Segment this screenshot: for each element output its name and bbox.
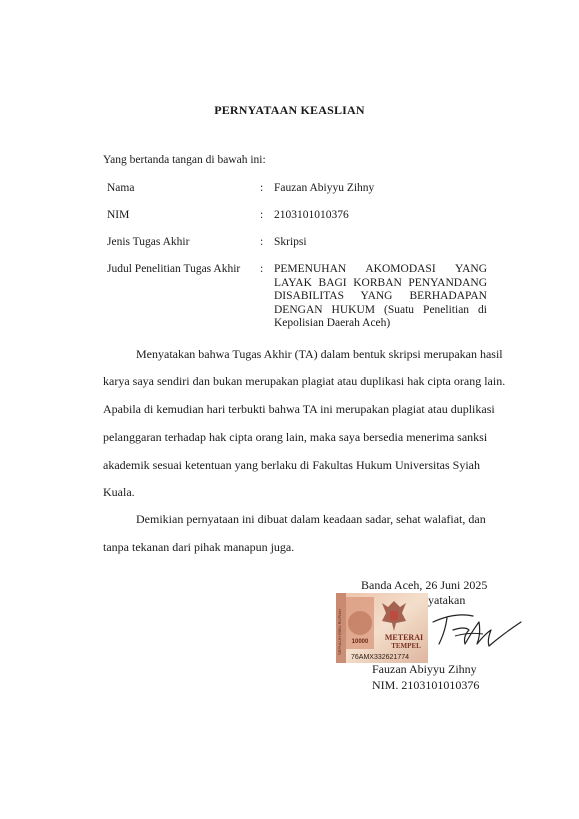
field-value-title <box>274 263 487 331</box>
field-label: NIM <box>107 209 130 221</box>
stamp-serial: 76AMX332621774 <box>351 654 409 661</box>
paragraph-line: pelanggaran terhadap hak cipta orang lain, maka saya bersedia menerima sanksi <box>103 430 488 444</box>
field-label: Jenis Tugas Akhir <box>107 236 190 248</box>
field-value: 2103101010376 <box>274 209 349 221</box>
page-title: PERNYATAAN KEASLIAN <box>214 103 365 117</box>
paragraph-line: Demikian pernyataan ini dibuat dalam keadaan sadar, sehat walafiat, dan <box>136 512 486 526</box>
title-line: PEMENUHAN AKOMODASI YANG <box>274 263 487 275</box>
title-line: DISABILITAS YANG BERHADAPAN <box>274 290 487 302</box>
field-colon: : <box>260 209 264 221</box>
field-colon: : <box>260 182 264 194</box>
stamp-line1: METERAI <box>384 633 424 642</box>
paragraph-line: Apabila di kemudian hari terbukti bahwa TA ini merupakan plagiat atau duplikasi <box>103 402 495 416</box>
intro-text: Yang bertanda tangan di bawah ini: <box>103 154 266 166</box>
field-colon: : <box>260 236 264 248</box>
paragraph-line: tanpa tekanan dari pihak manapun juga. <box>103 540 295 554</box>
place-date: Banda Aceh, 26 Juni 2025 <box>361 578 488 592</box>
signature-caption: yatakan <box>428 593 466 607</box>
stamp-value: 10000 <box>351 639 369 645</box>
title-line: LAYAK BAGI KORBAN PENYANDANG <box>274 276 487 289</box>
field-colon: : <box>260 263 264 275</box>
field-label: Nama <box>107 182 135 194</box>
field-value: Fauzan Abiyyu Zihny <box>274 182 375 194</box>
field-value: Skripsi <box>274 236 307 248</box>
paragraph-line: akademik sesuai ketentuan yang berlaku di Fakultas Hukum Universitas Syiah <box>103 458 480 472</box>
handwritten-signature <box>425 600 525 655</box>
signer-nim: NIM. 2103101010376 <box>372 678 480 692</box>
paragraph-line: karya saya sendiri dan bukan merupakan plagiat atau duplikasi hak cipta orang lain. <box>103 374 506 388</box>
title-line: Kepolisian Daerah Aceh) <box>274 317 391 329</box>
stamp-side-text: SEPULUH RIBU RUPIAH <box>337 609 342 655</box>
signer-name: Fauzan Abiyyu Zihny <box>372 662 477 676</box>
stamp-line2: TEMPEL <box>391 642 421 650</box>
field-label: Judul Penelitian Tugas Akhir <box>107 263 241 275</box>
meterai-stamp <box>336 593 428 663</box>
paragraph-line: Menyatakan bahwa Tugas Akhir (TA) dalam bentuk skripsi merupakan hasil <box>136 347 503 361</box>
title-line: DENGAN HUKUM (Suatu Penelitian di <box>274 303 487 316</box>
paragraph-line: Kuala. <box>103 485 135 499</box>
